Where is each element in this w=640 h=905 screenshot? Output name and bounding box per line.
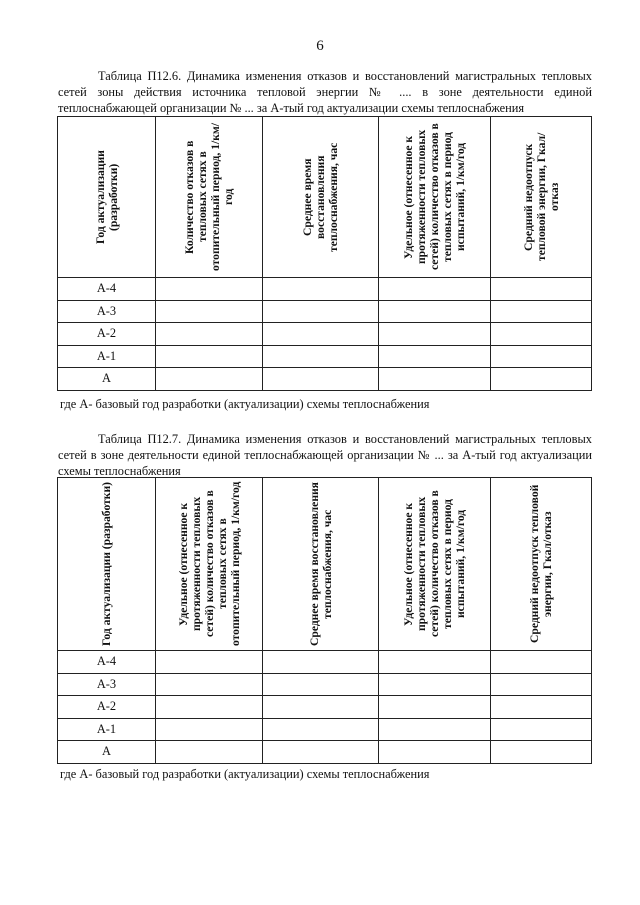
page-number: 6: [316, 38, 324, 54]
table2-caption: Таблица П12.7. Динамика изменения отказов и восстановлений магистральных тепловых сетей в зоне деятельности единой теплоснабжающей организации № ... за А-тый год актуализации схемы теплоснабжения: [58, 432, 592, 478]
table-cell-year: А-2: [58, 696, 156, 719]
table-cell: [263, 323, 379, 346]
table2-header-row: [58, 478, 592, 651]
table-cell: [263, 278, 379, 301]
table2-header-year: Год актуализации (разработки): [58, 478, 156, 651]
table2-header-undersupply: Средний недоотпуск тепловой энергии, Гкал/отказ: [491, 478, 592, 651]
table-cell: [156, 673, 263, 696]
table1-header-year: Год актуализации (разработки): [58, 117, 156, 278]
table-cell: [491, 696, 592, 719]
table-cell: [156, 368, 263, 391]
table-cell: [379, 673, 491, 696]
table-cell: [379, 696, 491, 719]
table-row: [58, 345, 592, 368]
table-cell: [379, 278, 491, 301]
table1-header-undersupply: Средний недоотпуск тепловой энергии, Гкал/отказ: [491, 117, 592, 278]
table1-header-failures: Количество отказов в тепловых сетях в отопительный период, 1/км/год: [156, 117, 263, 278]
table-cell: [379, 651, 491, 674]
table2-header-specific-failures-heating: Удельное (отнесенное к протяженности тепловых сетей) количество отказов в тепловых сетях в отопительный период, 1/км/год: [156, 478, 263, 651]
table-cell-year: А-3: [58, 300, 156, 323]
table-cell: [156, 718, 263, 741]
table-cell: [491, 718, 592, 741]
table2-note: где А- базовый год разработки (актуализации) схемы теплоснабжения: [60, 767, 430, 781]
table2: [57, 477, 592, 764]
table-row: [58, 741, 592, 764]
table1-note: где А- базовый год разработки (актуализации) схемы теплоснабжения: [60, 397, 430, 411]
table-row: [58, 651, 592, 674]
table-cell: [263, 673, 379, 696]
table1-caption: Таблица П12.6. Динамика изменения отказов и восстановлений магистральных тепловых сетей зоны действия источника тепловой энергии № .... в зоне деятельности единой теплоснабжающей организации № ... за А-тый год актуализации схемы теплоснабжения: [58, 69, 592, 115]
table2-header-restore-time: Среднее время восстановления теплоснабжения, час: [263, 478, 379, 651]
table-cell: [491, 323, 592, 346]
table-cell-year: А-4: [58, 278, 156, 301]
table2-header-specific-failures-tests: Удельное (отнесенное к протяженности тепловых сетей) количество отказов в тепловых сетях в период испытаний, 1/км/год: [379, 478, 491, 651]
table-cell: [379, 718, 491, 741]
table-row: [58, 718, 592, 741]
table-cell: [491, 368, 592, 391]
table-cell-year: А-2: [58, 323, 156, 346]
table-cell-year: А-4: [58, 651, 156, 674]
table-cell: [156, 696, 263, 719]
table-cell: [491, 345, 592, 368]
table-cell-year: А: [58, 368, 156, 391]
table-row: [58, 278, 592, 301]
table1-header-specific-failures: Удельное (отнесенное к протяженности тепловых сетей) количество отказов в тепловых сетях в период испытаний, 1/км/год: [379, 117, 491, 278]
table-cell: [491, 300, 592, 323]
table-cell: [379, 741, 491, 764]
table-cell-year: А-1: [58, 345, 156, 368]
table-cell: [156, 651, 263, 674]
table-cell-year: А-3: [58, 673, 156, 696]
table-cell: [379, 323, 491, 346]
table-cell: [491, 278, 592, 301]
table-cell: [263, 718, 379, 741]
table-cell: [379, 300, 491, 323]
table-cell: [491, 651, 592, 674]
table-row: [58, 300, 592, 323]
table-cell: [156, 741, 263, 764]
table1-header-row: [58, 117, 592, 278]
table-row: [58, 673, 592, 696]
table-row: [58, 368, 592, 391]
table-cell: [491, 741, 592, 764]
table-cell: [263, 345, 379, 368]
table-cell: [156, 345, 263, 368]
table-cell: [263, 741, 379, 764]
table-cell: [156, 278, 263, 301]
table-cell: [491, 673, 592, 696]
table1-header-restore-time: Среднее время восстановления теплоснабжения, час: [263, 117, 379, 278]
table-cell: [263, 300, 379, 323]
table1: [57, 116, 592, 391]
table-cell-year: А: [58, 741, 156, 764]
table-cell: [156, 323, 263, 346]
table-cell-year: А-1: [58, 718, 156, 741]
table-cell: [263, 696, 379, 719]
table-cell: [379, 368, 491, 391]
table-cell: [263, 651, 379, 674]
table-row: [58, 696, 592, 719]
table-cell: [379, 345, 491, 368]
table-row: [58, 323, 592, 346]
table-cell: [156, 300, 263, 323]
table-cell: [263, 368, 379, 391]
